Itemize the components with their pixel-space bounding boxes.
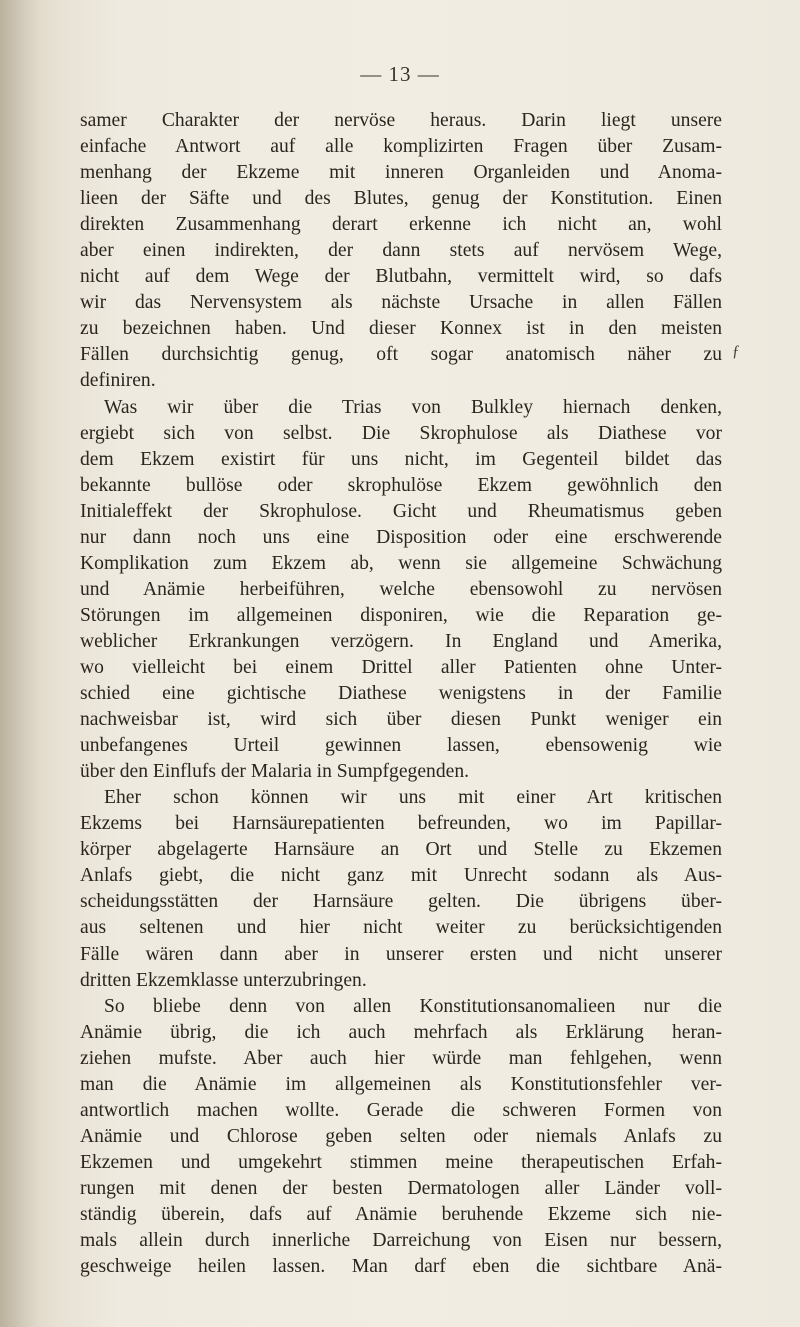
text-line: zu bezeichnen haben. Und dieser Konnex ist in den meisten (80, 318, 722, 340)
binding-shadow (0, 0, 40, 1327)
margin-mark: ƒ (732, 343, 740, 360)
text-line: definiren. (80, 370, 156, 392)
text-line: aus seltenen und hier nicht weiter zu berücksichtigenden (80, 917, 722, 939)
text-line: nicht auf dem Wege der Blutbahn, vermittelt wird, so dafs (80, 266, 722, 288)
text-line: nur dann noch uns eine Disposition oder eine erschwerende (80, 526, 722, 548)
text-line: Anämie übrig, die ich auch mehrfach als Erklärung heran- (80, 1021, 722, 1043)
text-line: Fällen durchsichtig genug, oft sogar anatomisch näher zu (80, 344, 722, 366)
text-line: aber einen indirekten, der dann stets auf nervösem Wege, (80, 240, 722, 262)
text-line: unbefangenes Urteil gewinnen lassen, ebensowenig wie (80, 735, 722, 757)
text-line: Initialeffekt der Skrophulose. Gicht und Rheumatismus geben (80, 500, 722, 522)
text-line: wo vielleicht bei einem Drittel aller Patienten ohne Unter- (80, 656, 722, 678)
text-line: antwortlich machen wollte. Gerade die schweren Formen von (80, 1099, 722, 1121)
text-line: über den Einflufs der Malaria in Sumpfgegenden. (80, 761, 470, 783)
text-line: Komplikation zum Ekzem ab, wenn sie allgemeine Schwächung (80, 552, 722, 574)
text-line: mals allein durch innerliche Darreichung von Eisen nur bessern, (80, 1230, 722, 1252)
text-line: körper abgelagerte Harnsäure an Ort und Stelle zu Ekzemen (80, 839, 722, 861)
text-line: ergiebt sich von selbst. Die Skrophulose als Diathese vor (80, 422, 722, 444)
text-line: scheidungsstätten der Harnsäure gelten. Die übrigens über- (80, 891, 722, 913)
text-line: ziehen mufste. Aber auch hier würde man fehlgehen, wenn (80, 1047, 722, 1069)
text-line: weblicher Erkrankungen verzögern. In England und Amerika, (80, 630, 722, 652)
text-line: lieen der Säfte und des Blutes, genug der Konstitution. Einen (80, 188, 722, 210)
text-line: menhang der Ekzeme mit inneren Organleiden und Anoma- (80, 162, 722, 184)
text-line: einfache Antwort auf alle komplizirten Fragen über Zusam- (80, 136, 722, 158)
text-line: So bliebe denn von allen Konstitutionsanomalieen nur die (104, 995, 722, 1017)
text-line: schied eine gichtische Diathese wenigstens in der Familie (80, 683, 722, 705)
text-line: dritten Ekzemklasse unterzubringen. (80, 969, 367, 991)
text-line: dem Ekzem existirt für uns nicht, im Gegenteil bildet das (80, 448, 722, 470)
text-line: man die Anämie im allgemeinen als Konstitutionsfehler ver- (80, 1073, 722, 1095)
text-line: Fälle wären dann aber in unserer ersten und nicht unserer (80, 943, 722, 965)
text-line: Eher schon können wir uns mit einer Art kritischen (104, 787, 722, 809)
text-line: bekannte bullöse oder skrophulöse Ekzem gewöhnlich den (80, 474, 722, 496)
text-line: Ekzems bei Harnsäurepatienten befreunden, wo im Papillar- (80, 813, 722, 835)
text-line: wir das Nervensystem als nächste Ursache in allen Fällen (80, 292, 722, 314)
text-line: geschweige heilen lassen. Man darf eben die sichtbare Anä- (80, 1256, 722, 1278)
page-number: — 13 — (360, 62, 440, 86)
text-line: ständig überein, dafs auf Anämie beruhende Ekzeme sich nie- (80, 1203, 722, 1225)
text-line: Ekzemen und umgekehrt stimmen meine therapeutischen Erfah- (80, 1151, 722, 1173)
text-line: nachweisbar ist, wird sich über diesen Punkt weniger ein (80, 709, 722, 731)
text-line: rungen mit denen der besten Dermatologen aller Länder voll- (80, 1177, 722, 1199)
text-line: Störungen im allgemeinen disponiren, wie die Reparation ge- (80, 604, 722, 626)
text-line: Anämie und Chlorose geben selten oder niemals Anlafs zu (80, 1125, 722, 1147)
text-line: Anlafs giebt, die nicht ganz mit Unrecht sodann als Aus- (80, 865, 722, 887)
text-line: und Anämie herbeiführen, welche ebensowohl zu nervösen (80, 578, 722, 600)
text-line: direkten Zusammenhang derart erkenne ich nicht an, wohl (80, 214, 722, 236)
text-line: samer Charakter der nervöse heraus. Darin liegt unsere (80, 110, 722, 131)
text-line: Was wir über die Trias von Bulkley hiernach denken, (104, 396, 722, 418)
body-text (80, 108, 722, 1280)
